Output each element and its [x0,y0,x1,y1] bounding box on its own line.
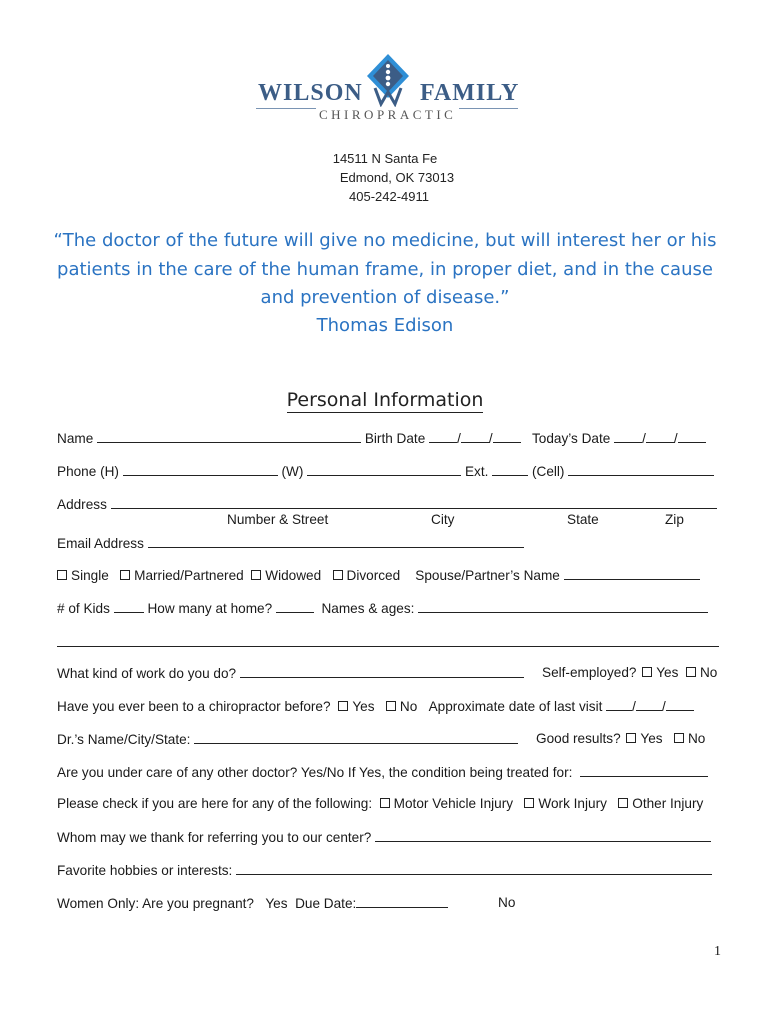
row-phone [57,463,714,480]
referral-label: Whom may we thank for referring you to our center? [57,830,372,845]
other-doctor-label: Are you under care of any other doctor? Yes/No If Yes, the condition being treated for: [57,765,573,780]
spouse-field[interactable] [564,567,700,580]
email-label: Email Address [57,536,144,551]
today-month-field[interactable] [614,430,642,443]
row-marital [57,567,700,584]
logo-word-wilson: WILSON [258,80,363,106]
single-label: Single [71,568,109,583]
work-field[interactable] [240,665,524,678]
at-home-field[interactable] [276,600,314,613]
other-doctor-field[interactable] [580,764,708,777]
row-chiro-before: Have you ever been to a chiropractor before? Yes No Approximate date of last visit / / [57,698,694,715]
at-home-label: How many at home? [147,601,273,616]
self-employed-group [542,665,717,681]
address-street-sublabel: Number & Street [227,512,329,527]
good-results-yes-label: Yes [640,731,663,746]
names-ages-continuation-line[interactable] [57,646,719,647]
quote-line-2: patients in the care of the human frame, in proper diet, and in the cause [57,259,713,280]
kids-label: # of Kids [57,601,110,616]
divorced-checkbox[interactable] [333,570,343,580]
good-results-no-checkbox[interactable] [674,733,684,743]
other-injury-checkbox[interactable] [618,798,628,808]
row-kids [57,600,708,617]
due-date-label: Due Date: [295,896,357,911]
ext-label: Ext. [464,464,489,479]
pregnant-no-label[interactable]: No [498,895,516,910]
married-checkbox[interactable] [120,570,130,580]
divorced-label: Divorced [346,568,401,583]
address-city: Edmond, OK 73013 [339,170,455,185]
other-injury-label: Other Injury [632,796,704,811]
name-field[interactable] [97,430,361,443]
birth-day-field[interactable] [461,430,489,443]
names-ages-label: Names & ages: [321,601,415,616]
cell-label: (Cell) [531,464,565,479]
self-employed-no-label: No [699,665,718,680]
married-label: Married/Partnered [134,568,244,583]
chiro-yes-checkbox[interactable] [338,701,348,711]
email-field[interactable] [148,535,524,548]
phone-work-field[interactable] [307,463,461,476]
last-visit-month-field[interactable] [606,698,632,711]
section-title: Personal Information [286,389,484,411]
chiro-no-checkbox[interactable] [386,701,396,711]
phone-home-label: Phone (H) [57,464,119,479]
phone-work-label: (W) [281,464,304,479]
row-referral [57,829,711,846]
work-injury-checkbox[interactable] [524,798,534,808]
spouse-label: Spouse/Partner’s Name [415,568,560,583]
motor-vehicle-checkbox[interactable] [380,798,390,808]
row-email [57,535,524,552]
good-results-label: Good results? [536,731,621,746]
address-label: Address [57,497,107,512]
page-number: 1 [714,944,721,959]
motor-vehicle-label: Motor Vehicle Injury [393,796,514,811]
good-results-group [536,731,705,747]
work-injury-label: Work Injury [538,796,607,811]
row-hobbies [57,862,712,879]
due-date-field[interactable] [356,895,448,908]
birth-year-field[interactable] [493,430,521,443]
phone-home-field[interactable] [123,463,278,476]
quote-author: Thomas Edison [316,315,454,336]
row-name: Name Birth Date / / Today’s Date / / [57,430,706,447]
injury-label: Please check if you are here for any of the following: [57,796,373,811]
row-injury [57,796,703,812]
name-label: Name [57,431,94,446]
todays-date-label: Today’s Date [531,431,611,446]
dr-field[interactable] [194,731,518,744]
names-ages-field[interactable] [418,600,708,613]
chiro-no-label: No [399,699,418,714]
row-pregnant [57,895,448,912]
clinic-logo [250,52,520,122]
widowed-checkbox[interactable] [251,570,261,580]
birth-date-label: Birth Date [364,431,426,446]
row-work [57,665,524,682]
good-results-yes-checkbox[interactable] [626,733,636,743]
referral-field[interactable] [375,829,711,842]
logo-subtitle: CHIROPRACTIC [316,107,459,123]
last-visit-year-field[interactable] [666,698,694,711]
last-visit-day-field[interactable] [636,698,662,711]
address-field[interactable] [111,496,717,509]
chiro-before-label: Have you ever been to a chiropractor before? [57,699,331,714]
today-year-field[interactable] [678,430,706,443]
widowed-label: Widowed [265,568,322,583]
cell-field[interactable] [568,463,714,476]
birth-month-field[interactable] [429,430,457,443]
row-dr-name [57,731,518,748]
work-label: What kind of work do you do? [57,666,237,681]
last-visit-label: Approximate date of last visit [428,699,603,714]
pregnant-yes-label[interactable]: Yes [265,896,288,911]
hobbies-field[interactable] [236,862,712,875]
kids-field[interactable] [114,600,144,613]
pregnant-label: Women Only: Are you pregnant? [57,896,254,911]
good-results-no-label: No [687,731,706,746]
self-employed-yes-label: Yes [656,665,679,680]
address-city-sublabel: City [431,512,455,527]
address-state-sublabel: State [567,512,599,527]
logo-word-family: FAMILY [420,80,520,106]
row-other-doctor [57,764,708,781]
self-employed-label: Self-employed? [542,665,637,680]
quote-line-1: “The doctor of the future will give no medicine, but will interest her or his [53,230,717,251]
spine-emblem-icon [367,54,409,112]
today-day-field[interactable] [646,430,674,443]
address-phone: 405-242-4911 [349,189,429,204]
quote-line-3: and prevention of disease.” [260,287,510,308]
chiro-yes-label: Yes [352,699,375,714]
address-street: 14511 N Santa Fe [332,151,438,166]
address-zip-sublabel: Zip [665,512,684,527]
row-address [57,496,717,513]
self-employed-no-checkbox[interactable] [686,667,696,677]
ext-field[interactable] [492,463,528,476]
self-employed-yes-checkbox[interactable] [642,667,652,677]
single-checkbox[interactable] [57,570,67,580]
hobbies-label: Favorite hobbies or interests: [57,863,233,878]
dr-label: Dr.’s Name/City/State: [57,732,191,747]
